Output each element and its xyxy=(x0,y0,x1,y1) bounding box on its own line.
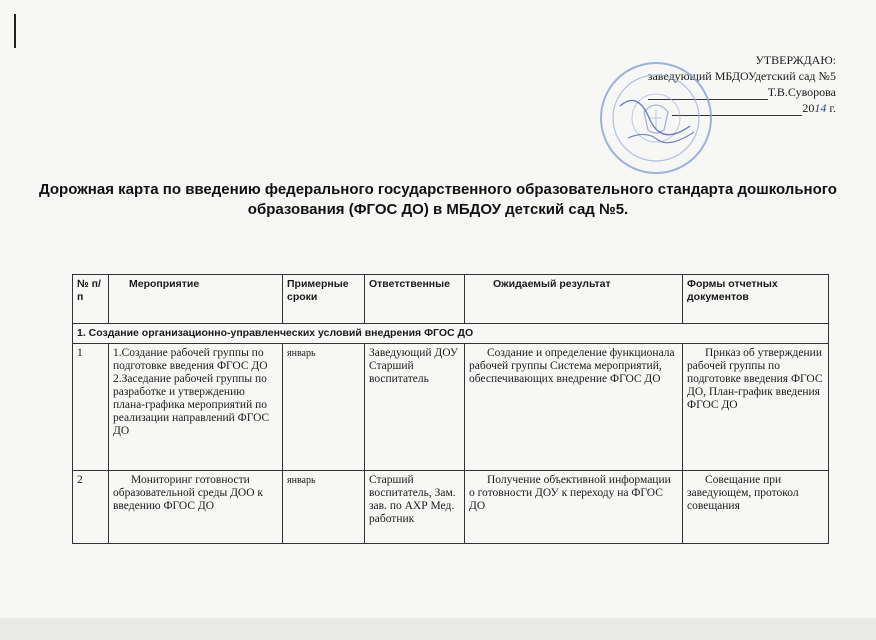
row-event: 1.Создание рабочей группы по подготовке введения ФГОС ДО 2.Заседание рабочей группы по разработке и утверждению плана-графика мероприятий по реализации направлений ФГОС ДО xyxy=(109,344,283,471)
row-responsible: Старший воспитатель, Зам. зав. по АХР Мед. работник xyxy=(365,471,465,544)
section-row xyxy=(73,324,829,344)
row-terms: январь xyxy=(283,471,365,544)
header-event: Мероприятие xyxy=(109,275,283,324)
table-row xyxy=(73,471,829,544)
header-forms: Формы отчетных документов xyxy=(683,275,829,324)
header-terms: Примерные сроки xyxy=(283,275,365,324)
row-terms: январь xyxy=(283,344,365,471)
official-seal-stamp xyxy=(598,60,714,176)
row-event: Мониторинг готовности образовательной среды ДОО к введению ФГОС ДО xyxy=(109,471,283,544)
table-row xyxy=(73,344,829,471)
row-result: Создание и определение функционала рабочей группы Система мероприятий, обеспечивающих внедрение ФГОС ДО xyxy=(465,344,683,471)
approve-label: УТВЕРЖДАЮ: xyxy=(755,53,836,67)
date-year-prefix: 20 xyxy=(802,101,815,115)
roadmap-table xyxy=(72,274,829,544)
document-title: Дорожная карта по введению федерального государственного образовательного стандарта дошкольного образования (ФГОС ДО) в МБДОУ детский сад №5. xyxy=(39,181,837,218)
row-forms: Совещание при заведующем, протокол совещания xyxy=(683,471,829,544)
approver-name: Т.В.Суворова xyxy=(767,85,836,99)
header-result: Ожидаемый результат xyxy=(465,275,683,324)
date-year-written: 14 xyxy=(814,101,827,115)
section-title: 1. Создание организационно-управленческих условий внедрения ФГОС ДО xyxy=(73,324,829,344)
row-forms: Приказ об утверждении рабочей группы по подготовке введения ФГОС ДО, План-график введения ФГОС ДО xyxy=(683,344,829,471)
header-responsible: Ответственные xyxy=(365,275,465,324)
row-num: 2 xyxy=(73,471,109,544)
date-suffix: г. xyxy=(829,101,836,115)
row-responsible: Заведующий ДОУ Старший воспитатель xyxy=(365,344,465,471)
row-num: 1 xyxy=(73,344,109,471)
table-header-row xyxy=(73,275,829,324)
approver-position: заведующий МБДОУдетский сад №5 xyxy=(647,69,836,83)
row-result: Получение объективной информации о готовности ДОУ к переходу на ФГОС ДО xyxy=(465,471,683,544)
header-num: № п/п xyxy=(73,275,109,324)
scan-bottom-edge xyxy=(0,618,876,640)
margin-mark xyxy=(14,14,16,48)
